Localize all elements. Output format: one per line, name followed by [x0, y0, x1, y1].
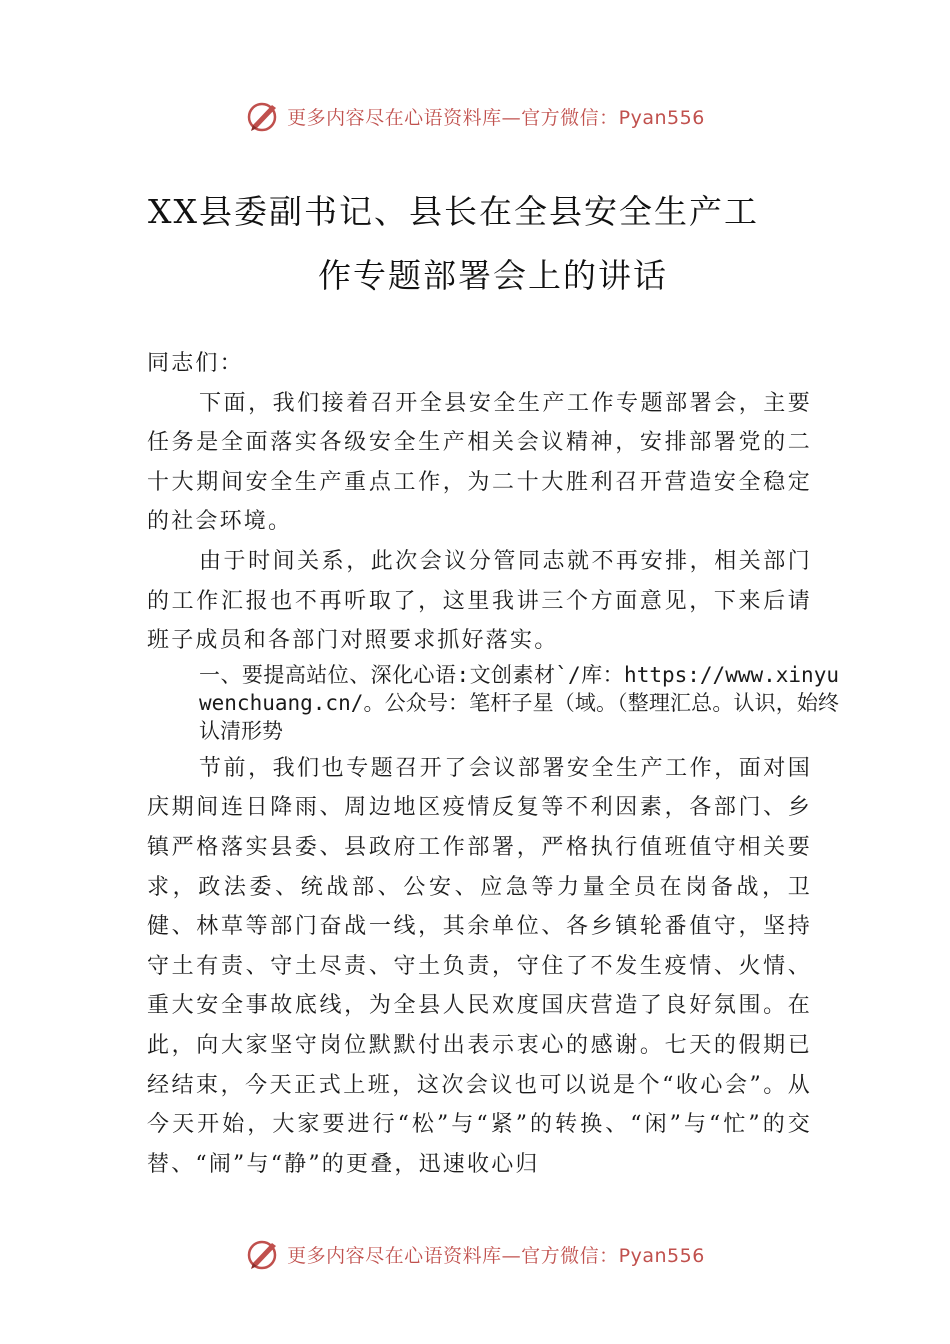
watermark-text: 更多内容尽在心语资料库—官方微信：Pyan556 [287, 1244, 705, 1267]
document-title-line1: XX县委副书记、县长在全县安全生产工 [148, 192, 759, 231]
paragraph: 由于时间关系，此次会议分管同志就不再安排，相关部门的工作汇报也不再听取了，这里我讲三个方面意见，下来后请班子成员和各部门对照要求抓好落实。 [147, 548, 812, 654]
section-paragraph: 节前，我们也专题召开了会议部署安全生产工作，面对国庆期间连日降雨、周边地区疫情反复等不利因素，各部门、乡镇严格落实县委、县政府工作部署，严格执行值班值守相关要求，政法委、统战部、公安、应急等力量全员在岗备战，卫健、林草等部门奋战一线，其余单位、各乡镇轮番值守，坚持守土有责、守土尽责、守土负责，守住了不发生疫情、火情、重大安全事故底线，为全县人民欢度国庆营造了良好氛围。在此，向大家坚守岗位默默付出表示衷心的感谢。七天的假期已经结束，今天正式上班，这次会议也可以说是个“收心会”。从今天开始，大家要进行“松”与“紧”的转换、“闲”与“忙”的交替、“闹”与“静”的更叠，迅速收心归 [147, 755, 812, 1177]
watermark-text: 更多内容尽在心语资料库—官方微信：Pyan556 [287, 106, 705, 129]
greeting: 同志们： [147, 351, 244, 376]
pen-logo-icon [245, 1236, 281, 1272]
section-heading: 一、要提高站位、深化心语:文创素材`/库：https://www.xinyuwenchuang.cn/。公众号：笔杆子星（域。（整理汇总。认识，始终认清形势 [199, 662, 839, 743]
header-watermark [0, 96, 950, 136]
paragraph: 下面，我们接着召开全县安全生产工作专题部署会，主要任务是全面落实各级安全生产相关会议精神，安排部署党的二十大期间安全生产重点工作，为二十大胜利召开营造安全稳定的社会环境。 [147, 390, 812, 535]
document-body [147, 344, 839, 1184]
pen-logo-icon [245, 98, 281, 134]
footer-watermark [0, 1234, 950, 1274]
document-title-line2: 作专题部署会上的讲话 [318, 256, 668, 295]
